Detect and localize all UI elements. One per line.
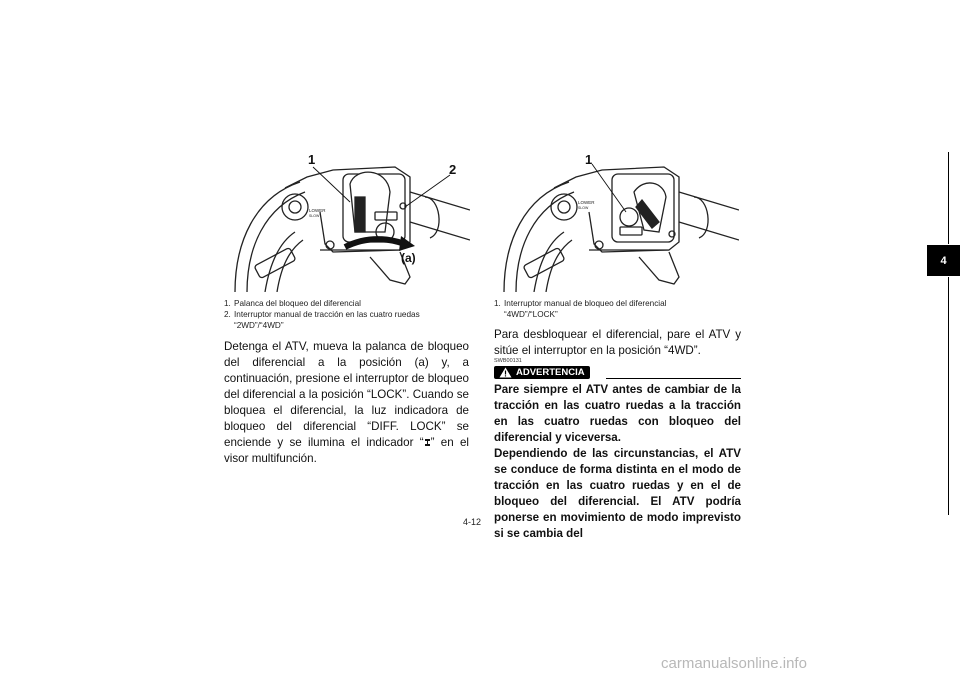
callout-2-left: 2 (449, 162, 457, 177)
right-body-paragraph (494, 327, 741, 359)
warning-paragraph-1 (494, 382, 741, 446)
caption-text: “2WD”/“4WD” (234, 321, 284, 330)
right-body-text: Para desbloquear el diferencial, pare el ATV y sitúe el interruptor en la posición “4WD”. (494, 328, 741, 357)
callout-1-right: 1 (585, 152, 593, 167)
callout-1-left: 1 (308, 152, 316, 167)
chapter-tab-number: 4 (940, 254, 947, 267)
caption-item (224, 309, 468, 320)
caption-item (224, 298, 468, 309)
callout-a-left: (a) (401, 251, 416, 265)
handlebar-illustration-right (494, 152, 739, 292)
warning-code: SWB00131 (494, 358, 522, 364)
lower-sub-right: SLOW (578, 206, 589, 210)
right-figure-caption (494, 298, 740, 320)
caption-text: Palanca del bloqueo del diferencial (234, 299, 361, 308)
warning-label: ADVERTENCIA (516, 367, 585, 378)
tab-line-bottom (948, 277, 949, 515)
page-number: 4-12 (463, 517, 482, 527)
caption-text: Interruptor manual de tracción en las cuatro ruedas (234, 310, 420, 319)
caption-num (494, 309, 504, 320)
warning-paragraph-2 (494, 446, 741, 542)
caption-num: 1. (494, 299, 501, 308)
caption-text: Interruptor manual de bloqueo del diferencial (504, 299, 667, 308)
left-body-text-before: Detenga el ATV, mueva la palanca de bloqueo del diferencial a la posición (a) y, a continuación, presione el interruptor de bloqueo del diferencial a la posición “LOCK”. Cuando se bloquea el diferencial, la luz indicadora de bloqueo del diferencial “DIFF. LOCK” se enciende y se ilumina el indicador “ (224, 340, 469, 449)
lower-label-left: LOWER (309, 208, 326, 213)
footer-watermark: carmanualsonline.info (661, 655, 807, 672)
chapter-tab (927, 245, 960, 276)
warning-triangle-icon (499, 367, 512, 378)
handlebar-illustration-left (225, 152, 470, 292)
caption-text: “4WD”/“LOCK” (504, 310, 558, 319)
figure-left-handlebar-switch (225, 152, 470, 292)
caption-item (224, 320, 468, 331)
lower-label-right: LOWER (578, 200, 595, 205)
tab-line-top (948, 152, 949, 244)
caption-num: 1. (224, 299, 231, 308)
caption-num: 2. (224, 310, 231, 319)
diff-lock-indicator-icon (424, 436, 431, 445)
caption-item (494, 309, 740, 320)
caption-num (224, 320, 234, 331)
left-figure-caption (224, 298, 468, 331)
warning-badge (494, 366, 590, 379)
warning-header (494, 366, 741, 379)
lower-sub-left: SLOW (309, 214, 320, 218)
caption-item (494, 298, 740, 309)
figure-right-handlebar-switch (494, 152, 739, 292)
left-body-paragraph (224, 339, 469, 467)
left-body-text-after: ” en el visor multifunción. (224, 436, 469, 465)
warning-p2-text: Dependiendo de las circunstancias, el ATV se conduce de forma distinta en el modo de tracción en las cuatro ruedas y en el de bloqueo del diferencial. El ATV podría ponerse en movimiento de modo imprevisto si se cambia del (494, 447, 741, 540)
warning-rule (606, 378, 741, 379)
warning-p1-text: Pare siempre el ATV antes de cambiar de la tracción en las cuatro ruedas a la tracción en las cuatro ruedas con bloqueo del diferencial y viceversa. (494, 383, 741, 444)
